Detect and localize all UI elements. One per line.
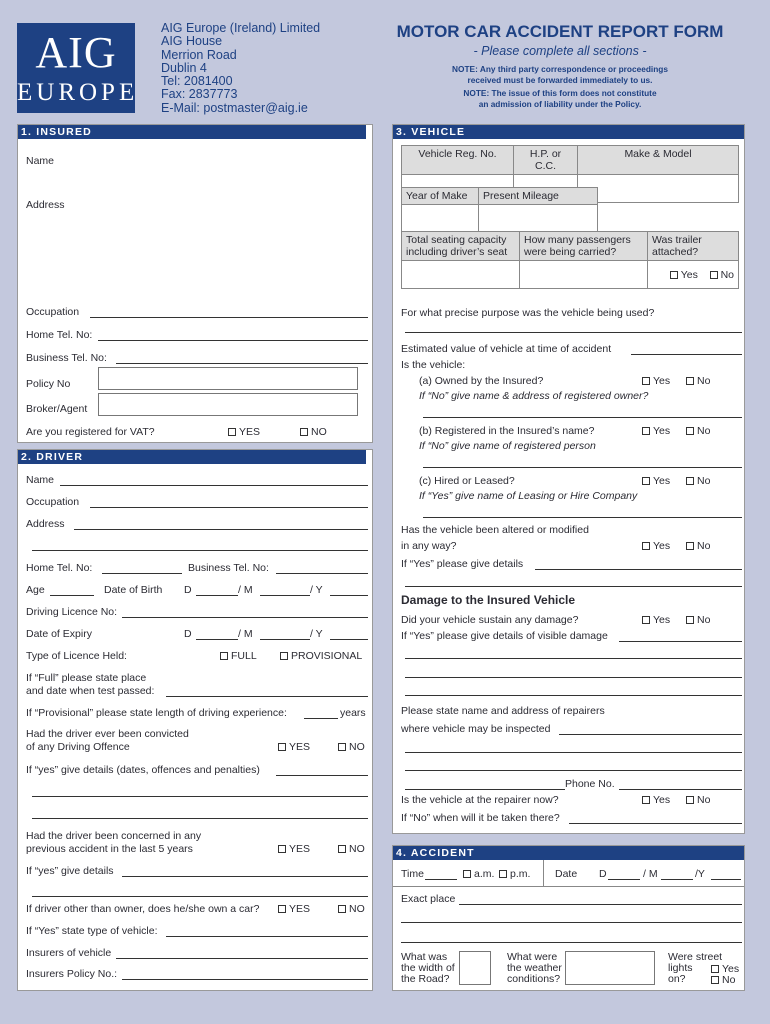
weather-label [507, 952, 562, 985]
dob-month-label: / M [238, 584, 253, 596]
insured-business-tel-label: Business Tel. No: [26, 352, 107, 364]
make-cell[interactable] [578, 175, 739, 203]
damage-details-label: If “Yes” please give details of visible damage [401, 630, 608, 642]
conviction-yes-option[interactable] [278, 741, 310, 753]
passengers-cell[interactable] [520, 261, 648, 289]
year-mileage-table [401, 187, 598, 233]
damage-no-label: No [697, 614, 711, 626]
altered-details-line2[interactable] [405, 586, 742, 587]
registered-yes-label: Yes [653, 425, 671, 437]
hired-yes-label: Yes [653, 475, 671, 487]
trailer-options [648, 261, 739, 289]
checkbox-icon[interactable] [642, 542, 650, 550]
broker-field[interactable] [98, 393, 358, 416]
company-email: E-Mail: postmaster@aig.ie [161, 100, 308, 115]
prev-accident-yes-label: YES [289, 843, 311, 855]
checkbox-icon[interactable] [278, 743, 286, 751]
road-width-field[interactable] [459, 951, 491, 985]
time-field[interactable] [425, 879, 457, 880]
address-line: Dublin 4 [161, 60, 207, 75]
conviction-details-line2[interactable] [32, 796, 368, 797]
registered-details-field[interactable] [423, 467, 742, 468]
licence-full-option[interactable] [220, 650, 257, 662]
licence-provisional-label: PROVISIONAL [291, 650, 363, 662]
repairers-field[interactable] [559, 734, 742, 735]
hired-no-label: No [697, 475, 711, 487]
checkbox-icon[interactable] [220, 652, 228, 660]
driver-address-line2[interactable] [32, 550, 368, 551]
checkbox-icon[interactable] [642, 377, 650, 385]
note-line: NOTE: The issue of this form does not constitute [463, 88, 657, 98]
lights-no-option[interactable] [711, 974, 735, 986]
note-line: received must be forwarded immediately to us. [467, 74, 653, 85]
damage-details-field[interactable] [619, 641, 742, 642]
damage-question: Did your vehicle sustain any damage? [401, 614, 579, 626]
checkbox-icon[interactable] [686, 477, 694, 485]
repairers-line2: where vehicle may be inspected [401, 723, 551, 735]
checkbox-icon[interactable] [278, 845, 286, 853]
vehicle-type-label: If “Yes” state type of vehicle: [26, 925, 158, 937]
full-question-line1: If “Full” please state place [26, 672, 147, 684]
purpose-question: For what precise purpose was the vehicle being used? [401, 307, 655, 319]
time-label: Time [401, 868, 424, 880]
when-question: If “No” when will it be taken there? [401, 812, 560, 824]
trailer-header-line2: attached? [652, 246, 699, 258]
registered-note: If “No” give name of registered person [419, 440, 596, 452]
section-title-vehicle: 3. VEHICLE [393, 125, 744, 139]
own-car-question: If driver other than owner, does he/she own a car? [26, 903, 260, 915]
owned-no-label: No [697, 375, 711, 387]
weather-line1: What were [507, 951, 558, 963]
form-title: MOTOR CAR ACCIDENT REPORT FORM [396, 22, 724, 41]
repairers-line4[interactable] [405, 770, 742, 771]
driver-occupation-field[interactable] [90, 507, 368, 508]
insurers-policy-label: Insurers Policy No.: [26, 968, 118, 980]
conviction-no-option[interactable] [338, 741, 365, 753]
year-cell[interactable] [402, 205, 479, 233]
prev-accident-line1: Had the driver been concerned in any [26, 830, 202, 842]
altered-details-label: If “Yes” please give details [401, 558, 524, 570]
pm-option[interactable] [499, 868, 530, 880]
section-title-accident: 4. ACCIDENT [393, 846, 744, 860]
vat-yes-option[interactable] [228, 426, 260, 438]
mileage-header: Present Mileage [479, 188, 598, 205]
at-repairer-no-option[interactable] [686, 794, 710, 806]
hp-header: H.P. or C.C. [514, 146, 578, 175]
insured-occupation-label: Occupation [26, 306, 80, 318]
driver-occupation-label: Occupation [26, 496, 80, 508]
seating-header [402, 232, 520, 261]
hired-question: (c) Hired or Leased? [419, 475, 515, 487]
altered-details-field[interactable] [535, 569, 742, 570]
dob-month-field[interactable] [260, 595, 310, 596]
am-option[interactable] [463, 868, 494, 880]
prev-accident-line2: previous accident in the last 5 years [26, 843, 193, 855]
owned-no-option[interactable] [686, 375, 710, 387]
damage-yes-label: Yes [653, 614, 671, 626]
own-car-no-option[interactable] [338, 903, 365, 915]
repairers-line1: Please state name and address of repairers [401, 705, 605, 717]
exact-place-label: Exact place [401, 893, 456, 905]
exact-place-line3[interactable] [401, 942, 742, 943]
checkbox-icon[interactable] [463, 870, 471, 878]
vat-question: Are you registered for VAT? [26, 426, 155, 438]
street-lights-line1: Were street [668, 951, 723, 963]
owned-details-field[interactable] [423, 417, 742, 418]
weather-line2: the weather [507, 962, 562, 974]
owned-note: If “No” give name & address of registered owner? [419, 390, 649, 402]
damage-details-line3[interactable] [405, 677, 742, 678]
repairers-line5[interactable] [405, 789, 565, 790]
accident-month-field[interactable] [661, 879, 693, 880]
accident-day-field[interactable] [608, 879, 640, 880]
owned-yes-label: Yes [653, 375, 671, 387]
licence-no-label: Driving Licence No: [26, 606, 118, 618]
repairers-line3[interactable] [405, 752, 742, 753]
dob-label: Date of Birth [104, 584, 163, 596]
section-title-driver: 2. DRIVER [18, 450, 366, 464]
registered-no-label: No [697, 425, 711, 437]
accident-month-label: / M [643, 868, 658, 880]
year-header: Year of Make [402, 188, 479, 205]
age-field[interactable] [50, 595, 94, 596]
owned-yes-option[interactable] [642, 375, 670, 387]
checkbox-icon[interactable] [686, 796, 694, 804]
insured-occupation-field[interactable] [90, 317, 368, 318]
conviction-yes-label: YES [289, 741, 311, 753]
driver-business-tel-label: Business Tel. No: [188, 562, 269, 574]
is-vehicle-label: Is the vehicle: [401, 359, 466, 371]
time-row-divider [393, 886, 744, 887]
test-passed-field[interactable] [166, 696, 368, 697]
licence-full-label: FULL [231, 650, 257, 662]
company-tel: Tel: 2081400 [161, 74, 233, 89]
conviction-details-label: If “yes” give details (dates, offences and penalties) [26, 764, 260, 776]
driver-address-field[interactable] [74, 529, 368, 530]
dob-day-label: D [184, 584, 192, 596]
note-liability [400, 88, 720, 109]
own-car-no-label: NO [349, 903, 365, 915]
trailer-header-line1: Was trailer [652, 234, 702, 246]
checkbox-icon[interactable] [338, 905, 346, 913]
altered-yes-option[interactable] [642, 540, 670, 552]
checkbox-icon[interactable] [686, 616, 694, 624]
checkbox-icon[interactable] [642, 427, 650, 435]
address-line: Merrion Road [161, 47, 237, 62]
driver-home-tel-field[interactable] [102, 573, 182, 574]
aig-logo [17, 23, 139, 113]
insurers-policy-field[interactable] [122, 979, 368, 980]
note-line: an admission of liability under the Policy. [478, 98, 642, 109]
reg-header: Vehicle Reg. No. [402, 146, 514, 175]
lights-yes-label: Yes [722, 963, 740, 975]
vat-yes-label: YES [239, 426, 261, 438]
accident-year-label: /Y [695, 868, 705, 880]
checkbox-icon[interactable] [228, 428, 236, 436]
checkbox-icon[interactable] [338, 845, 346, 853]
road-width-label [401, 952, 455, 985]
checkbox-icon[interactable] [642, 477, 650, 485]
damage-yes-option[interactable] [642, 614, 670, 626]
expiry-year-label: / Y [310, 628, 323, 640]
insured-address-label: Address [26, 199, 65, 211]
expiry-day-label: D [184, 628, 192, 640]
street-lights-line3: on? [668, 973, 686, 985]
registered-no-option[interactable] [686, 425, 710, 437]
altered-line1: Has the vehicle been altered or modified [401, 524, 589, 536]
road-width-line1: What was [401, 951, 448, 963]
exact-place-field[interactable] [459, 904, 742, 905]
own-car-yes-label: YES [289, 903, 311, 915]
value-question: Estimated value of vehicle at time of accident [401, 343, 612, 355]
expiry-year-field[interactable] [330, 639, 368, 640]
conviction-details-line3[interactable] [32, 818, 368, 819]
accident-date-label: Date [555, 868, 578, 880]
checkbox-icon[interactable] [686, 427, 694, 435]
dob-year-field[interactable] [330, 595, 368, 596]
checkbox-icon[interactable] [642, 616, 650, 624]
driver-name-field[interactable] [60, 485, 368, 486]
policy-no-label: Policy No [26, 378, 71, 390]
conviction-details-field[interactable] [276, 775, 368, 776]
driver-home-tel-label: Home Tel. No: [26, 562, 93, 574]
insurers-label: Insurers of vehicle [26, 947, 112, 959]
company-fax: Fax: 2837773 [161, 87, 238, 102]
section-driver [17, 449, 373, 991]
insured-name-label: Name [26, 155, 55, 167]
own-car-yes-option[interactable] [278, 903, 310, 915]
at-repairer-yes-label: Yes [653, 794, 671, 806]
driver-name-label: Name [26, 474, 55, 486]
company-address [161, 22, 320, 115]
weather-field[interactable] [565, 951, 655, 985]
logo-text-aig: AIG [35, 28, 117, 77]
at-repairer-yes-option[interactable] [642, 794, 670, 806]
prev-accident-details-field[interactable] [122, 876, 368, 877]
insured-home-tel-field[interactable] [98, 340, 368, 341]
passengers-header-line2: were being carried? [524, 246, 617, 258]
expiry-label: Date of Expiry [26, 628, 92, 640]
years-label: years [340, 707, 366, 719]
at-repairer-no-label: No [697, 794, 711, 806]
checkbox-icon[interactable] [711, 976, 719, 984]
licence-no-field[interactable] [122, 617, 368, 618]
hired-yes-option[interactable] [642, 475, 670, 487]
expiry-day-field[interactable] [196, 639, 238, 640]
driver-address-label: Address [26, 518, 65, 530]
policy-no-field[interactable] [98, 367, 358, 390]
full-question-line2: and date when test passed: [26, 685, 155, 697]
insured-home-tel-label: Home Tel. No: [26, 329, 93, 341]
owned-question: (a) Owned by the Insured? [419, 375, 544, 387]
accident-year-field[interactable] [711, 879, 741, 880]
vehicle-type-field[interactable] [166, 936, 368, 937]
mileage-cell[interactable] [479, 205, 598, 233]
checkbox-icon[interactable] [686, 542, 694, 550]
insured-business-tel-field[interactable] [116, 363, 368, 364]
trailer-yes-label: Yes [680, 268, 698, 281]
logo-text-europe: EUROPE [17, 79, 139, 106]
checkbox-icon[interactable] [642, 796, 650, 804]
checkbox-icon[interactable] [499, 870, 507, 878]
prev-accident-no-option[interactable] [338, 843, 365, 855]
capacity-table [401, 231, 739, 289]
altered-no-label: No [697, 540, 711, 552]
prev-accident-yes-option[interactable] [278, 843, 310, 855]
dob-day-field[interactable] [196, 595, 238, 596]
conviction-line1: Had the driver ever been convicted [26, 728, 189, 740]
altered-line2: in any way? [401, 540, 457, 552]
purpose-field[interactable] [405, 332, 742, 333]
section-title-insured: 1. INSURED [18, 125, 366, 139]
driver-business-tel-field[interactable] [276, 573, 368, 574]
hired-no-option[interactable] [686, 475, 710, 487]
weather-line3: conditions? [507, 973, 561, 985]
checkbox-icon[interactable] [300, 428, 308, 436]
checkbox-icon[interactable] [338, 743, 346, 751]
exact-place-line2[interactable] [401, 922, 742, 923]
provisional-question: If “Provisional” please state length of driving experience: [26, 707, 287, 719]
section-insured [17, 124, 373, 443]
insurers-field[interactable] [116, 958, 368, 959]
seating-cell[interactable] [402, 261, 520, 289]
prev-accident-details-line2[interactable] [32, 896, 368, 897]
checkbox-icon[interactable] [280, 652, 288, 660]
company-name: AIG Europe (Ireland) Limited [161, 21, 321, 35]
make-header: Make & Model [578, 146, 739, 175]
vat-no-option[interactable] [300, 426, 327, 438]
experience-years-field[interactable] [304, 718, 338, 719]
trailer-no-label: No [720, 268, 734, 281]
damage-details-line4[interactable] [405, 695, 742, 696]
seating-header-line1: Total seating capacity [406, 234, 507, 246]
form-subtitle: - Please complete all sections - [473, 44, 647, 58]
registered-question: (b) Registered in the Insured’s name? [419, 425, 595, 437]
altered-no-option[interactable] [686, 540, 710, 552]
accident-day-label: D [599, 868, 607, 880]
checkbox-icon[interactable] [686, 377, 694, 385]
hired-details-field[interactable] [423, 517, 742, 518]
trailer-header [648, 232, 739, 261]
expiry-month-field[interactable] [260, 639, 310, 640]
dob-year-label: / Y [310, 584, 323, 596]
registered-yes-option[interactable] [642, 425, 670, 437]
at-repairer-question: Is the vehicle at the repairer now? [401, 794, 559, 806]
pm-label: p.m. [510, 868, 531, 880]
note-line: NOTE: Any third party correspondence or proceedings [452, 64, 668, 74]
checkbox-icon[interactable] [278, 905, 286, 913]
section-vehicle [392, 124, 745, 834]
checkbox-icon[interactable] [710, 271, 718, 279]
licence-type-label: Type of Licence Held: [26, 650, 127, 662]
damage-details-line2[interactable] [405, 658, 742, 659]
hired-note: If “Yes” give name of Leasing or Hire Company [419, 490, 638, 502]
altered-yes-label: Yes [653, 540, 671, 552]
phone-label: Phone No. [565, 778, 615, 790]
broker-label: Broker/Agent [26, 403, 88, 415]
licence-provisional-option[interactable] [280, 650, 362, 662]
conviction-line2: of any Driving Offence [26, 741, 130, 753]
seating-header-line2: including driver’s seat [406, 246, 508, 258]
road-width-line3: the Road? [401, 973, 450, 985]
conviction-no-label: NO [349, 741, 365, 753]
checkbox-icon[interactable] [711, 965, 719, 973]
section-accident [392, 845, 745, 991]
street-lights-line2: lights [668, 962, 693, 974]
road-width-line2: the width of [401, 962, 455, 974]
address-line: AIG House [161, 34, 223, 49]
passengers-header-line1: How many passengers [524, 234, 631, 246]
prev-accident-details-label: If “yes” give details [26, 865, 114, 877]
checkbox-icon[interactable] [670, 271, 678, 279]
phone-field[interactable] [619, 789, 742, 790]
note-correspondence [400, 64, 720, 85]
damage-no-option[interactable] [686, 614, 710, 626]
passengers-header [520, 232, 648, 261]
lights-no-label: No [722, 974, 736, 986]
vat-no-label: NO [311, 426, 327, 438]
value-field[interactable] [631, 354, 742, 355]
damage-heading: Damage to the Insured Vehicle [401, 593, 576, 607]
prev-accident-no-label: NO [349, 843, 365, 855]
age-label: Age [26, 584, 45, 596]
expiry-month-label: / M [238, 628, 253, 640]
time-date-divider [543, 860, 544, 886]
am-label: a.m. [474, 868, 495, 880]
when-field[interactable] [569, 823, 742, 824]
